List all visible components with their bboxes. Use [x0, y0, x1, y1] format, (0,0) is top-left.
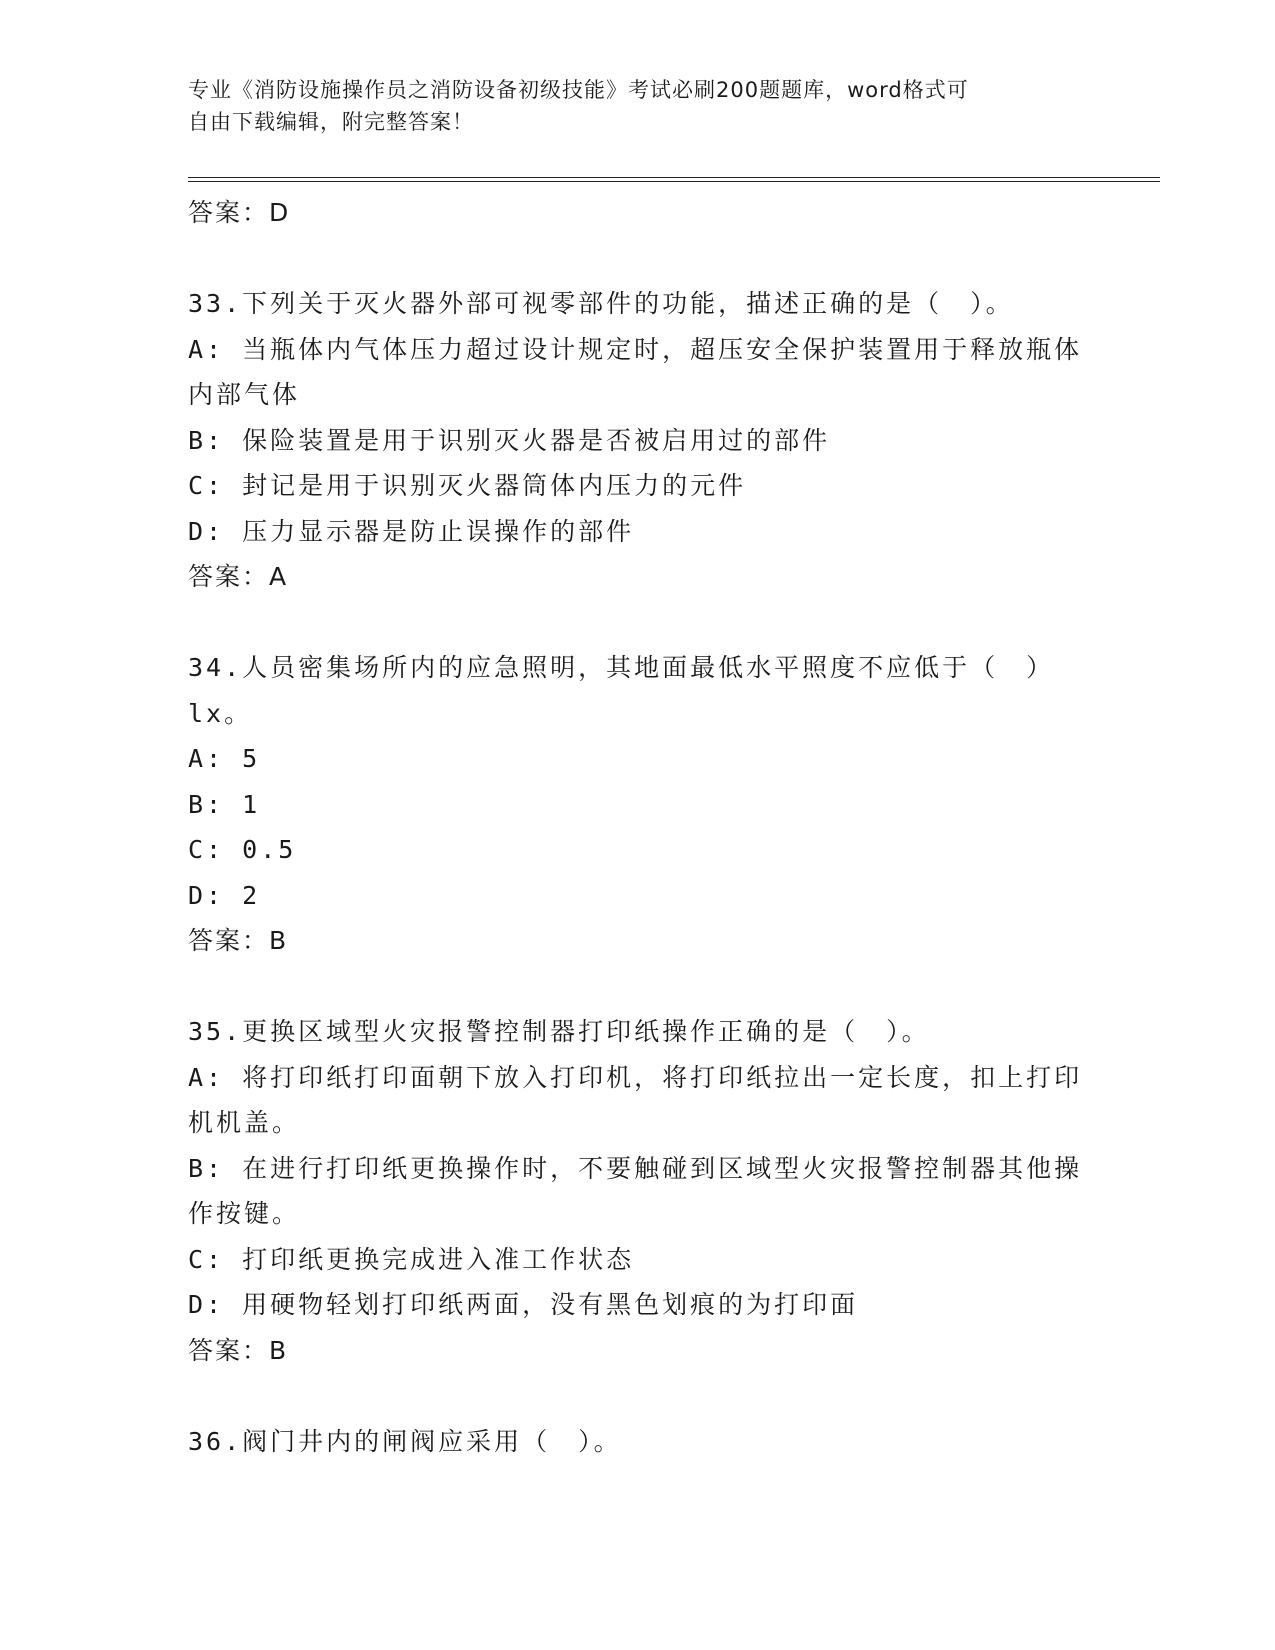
question-stem: 33.下列关于灭火器外部可视零部件的功能，描述正确的是（ ）。 [188, 289, 1014, 318]
answer-label: 答案：B [188, 1335, 289, 1365]
option-b: B: 1 [188, 789, 261, 819]
spacer [188, 1373, 1088, 1419]
option-a: A: 将打印纸打印面朝下放入打印机，将打印纸拉出一定长度，扣上打印机机盖。 [188, 1062, 1083, 1137]
question-block [188, 1419, 1088, 1465]
answer-label: 答案：A [188, 562, 289, 591]
header-double-rule [188, 177, 1160, 182]
option-a: A: 5 [188, 744, 261, 773]
question-stem: 36.阀门井内的闸阀应采用（ ）。 [188, 1426, 622, 1456]
option-b: B: 在进行打印纸更换操作时，不要触碰到区域型火灾报警控制器其他操作按键。 [188, 1153, 1083, 1228]
question-stem: 34.人员密集场所内的应急照明，其地面最低水平照度不应低于（ ）lx。 [188, 653, 1055, 728]
question-stem: 35.更换区域型火灾报警控制器打印纸操作正确的是（ ）。 [188, 1017, 930, 1046]
option-d: D: 压力显示器是防止误操作的部件 [188, 516, 635, 546]
option-b: B: 保险装置是用于识别灭火器是否被启用过的部件 [188, 425, 831, 455]
option-a: A: 当瓶体内气体压力超过设计规定时，超压安全保护装置用于释放瓶体内部气体 [188, 334, 1083, 409]
page-header [188, 74, 1068, 138]
spacer [188, 964, 1088, 1010]
answer-label: 答案：B [188, 926, 289, 955]
spacer [188, 600, 1088, 646]
option-c: C: 封记是用于识别灭火器筒体内压力的元件 [188, 471, 747, 500]
option-d: D: 2 [188, 880, 261, 910]
header-title-line-2: 自由下载编辑，附完整答案！ [188, 110, 474, 134]
option-c: C: 打印纸更换完成进入准工作状态 [188, 1244, 635, 1274]
answer-label: 答案：D [188, 198, 291, 227]
option-d: D: 用硬物轻划打印纸两面，没有黑色划痕的为打印面 [188, 1290, 859, 1319]
question-block [188, 645, 1088, 964]
spacer [188, 236, 1088, 282]
header-title-line-1: 专业《消防设施操作员之消防设备初级技能》考试必刷200题题库，word格式可 [188, 78, 969, 102]
question-block [188, 1009, 1088, 1373]
question-block [188, 281, 1088, 600]
option-c: C: 0.5 [188, 835, 297, 864]
question-list [188, 190, 1088, 1464]
